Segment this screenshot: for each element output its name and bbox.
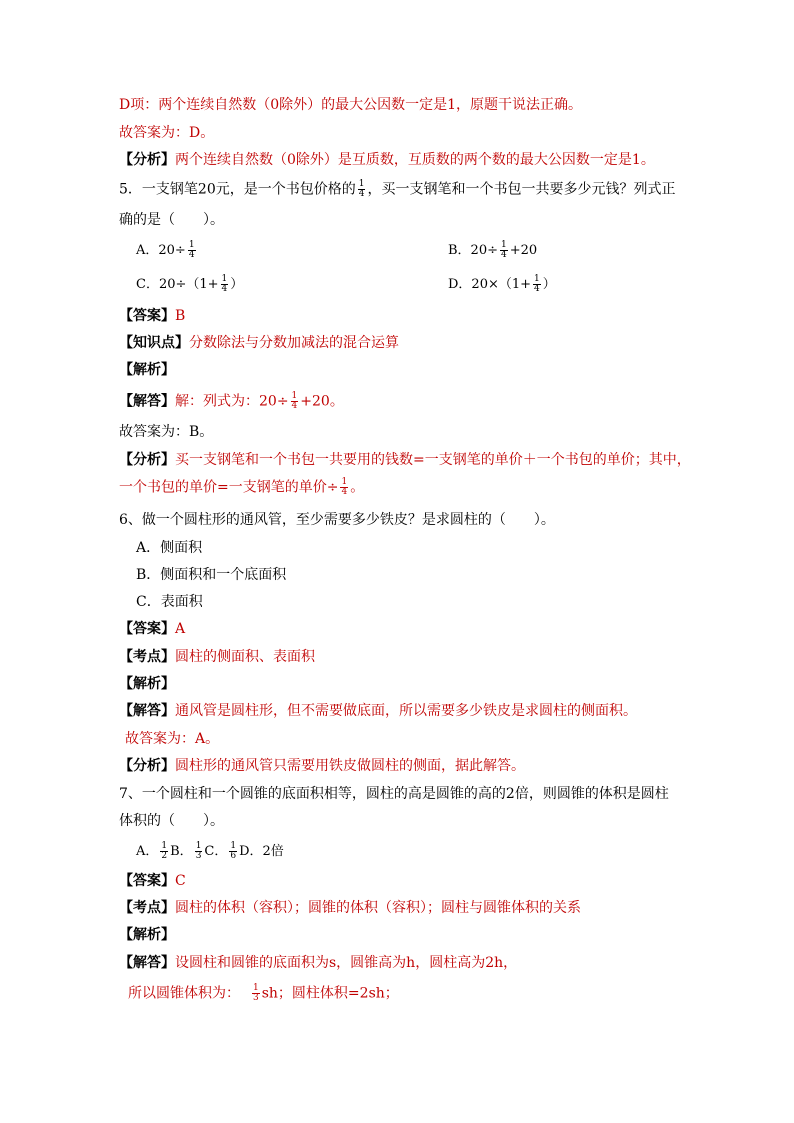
topic-line: 【考点】圆柱的侧面积、表面积 bbox=[119, 649, 315, 665]
question-6-option-c: C．表面积 bbox=[136, 594, 203, 610]
analysis-tag: 【分析】 bbox=[119, 152, 175, 168]
explanation-heading: 【解析】 bbox=[119, 927, 175, 943]
question-7-line-1: 7、一个圆柱和一个圆锥的底面积相等，圆柱的高是圆锥的高的2倍，则圆锥的体积是圆柱 bbox=[119, 786, 669, 802]
solution-line: 【解答】解：列式为：20÷ $\frac{1}{4}$ +20。 bbox=[119, 391, 344, 411]
analysis-line: 【分析】圆柱形的通风管只需要用铁皮做圆柱的侧面，据此解答。 bbox=[119, 758, 525, 774]
question-6-option-b: B．侧面积和一个底面积 bbox=[136, 567, 287, 583]
knowledge-line: 【知识点】分数除法与分数加减法的混合运算 bbox=[119, 335, 399, 351]
analysis-line-2: 一个书包的单价=一支钢笔的单价÷ $\frac{1}{4}$ 。 bbox=[119, 477, 365, 497]
solution-line-2: 所以圆锥体积为： $\frac{1}{3}$ sh；圆柱体积=2sh； bbox=[128, 983, 399, 1003]
conclusion-line: 故答案为：B。 bbox=[119, 424, 214, 440]
analysis-line: 【分析】买一支钢笔和一个书包一共要用的钱数=一支钢笔的单价＋一个书包的单价；其中， bbox=[119, 452, 691, 468]
question-text: 5．一支钢笔20元，是一个书包价格的 bbox=[119, 181, 356, 198]
solution-line: 【解答】通风管是圆柱形，但不需要做底面，所以需要多少铁皮是求圆柱的侧面积。 bbox=[119, 703, 637, 719]
question-6-line: 6、做一个圆柱形的通风管，至少需要多少铁皮？是求圆柱的（ ）。 bbox=[119, 512, 555, 528]
topic-line: 【考点】圆柱的体积（容积）；圆锥的体积（容积）；圆柱与圆锥体积的关系 bbox=[119, 900, 581, 916]
option-a: A．20÷ $\frac{1}{4}$ bbox=[136, 240, 195, 260]
text-line: 故答案为：D。 bbox=[119, 125, 215, 141]
question-6-option-a: A．侧面积 bbox=[136, 540, 203, 556]
fraction: $\frac{1}{4}$ bbox=[358, 179, 365, 199]
question-7-options: A． $\frac{1}{2}$ B． $\frac{1}{3}$ C． $\frac{1}{6}$ D．2倍 bbox=[136, 841, 284, 861]
option-d: D．20×（1+ $\frac{1}{4}$ ） bbox=[448, 274, 556, 294]
question-5-line-1 bbox=[119, 180, 675, 199]
answer-line: 【答案】C bbox=[119, 873, 186, 889]
analysis-text: 两个连续自然数（0除外）是互质数，互质数的两个数的最大公因数一定是1。 bbox=[175, 152, 655, 168]
answer-line: 【答案】B bbox=[119, 308, 186, 324]
explanation-heading: 【解析】 bbox=[119, 362, 175, 378]
explanation-heading: 【解析】 bbox=[119, 676, 175, 692]
option-b: B．20÷ $\frac{1}{4}$ +20 bbox=[448, 240, 538, 260]
text-line: D项：两个连续自然数（0除外）的最大公因数一定是1，原题干说法正确。 bbox=[119, 97, 583, 113]
question-text: ，买一支钢笔和一个书包一共要多少元钱？列式正 bbox=[367, 181, 676, 198]
question-7-line-2: 体积的（ ）。 bbox=[119, 813, 224, 829]
option-c: C．20÷（1+ $\frac{1}{4}$ ） bbox=[136, 274, 244, 294]
question-5-line-2: 确的是（ ）。 bbox=[119, 212, 224, 228]
solution-line: 【解答】设圆柱和圆锥的底面积为s，圆锥高为h，圆柱高为2h， bbox=[119, 955, 518, 971]
conclusion-line: 故答案为：A。 bbox=[125, 731, 220, 747]
answer-line: 【答案】A bbox=[119, 621, 186, 637]
analysis-line bbox=[119, 151, 655, 169]
